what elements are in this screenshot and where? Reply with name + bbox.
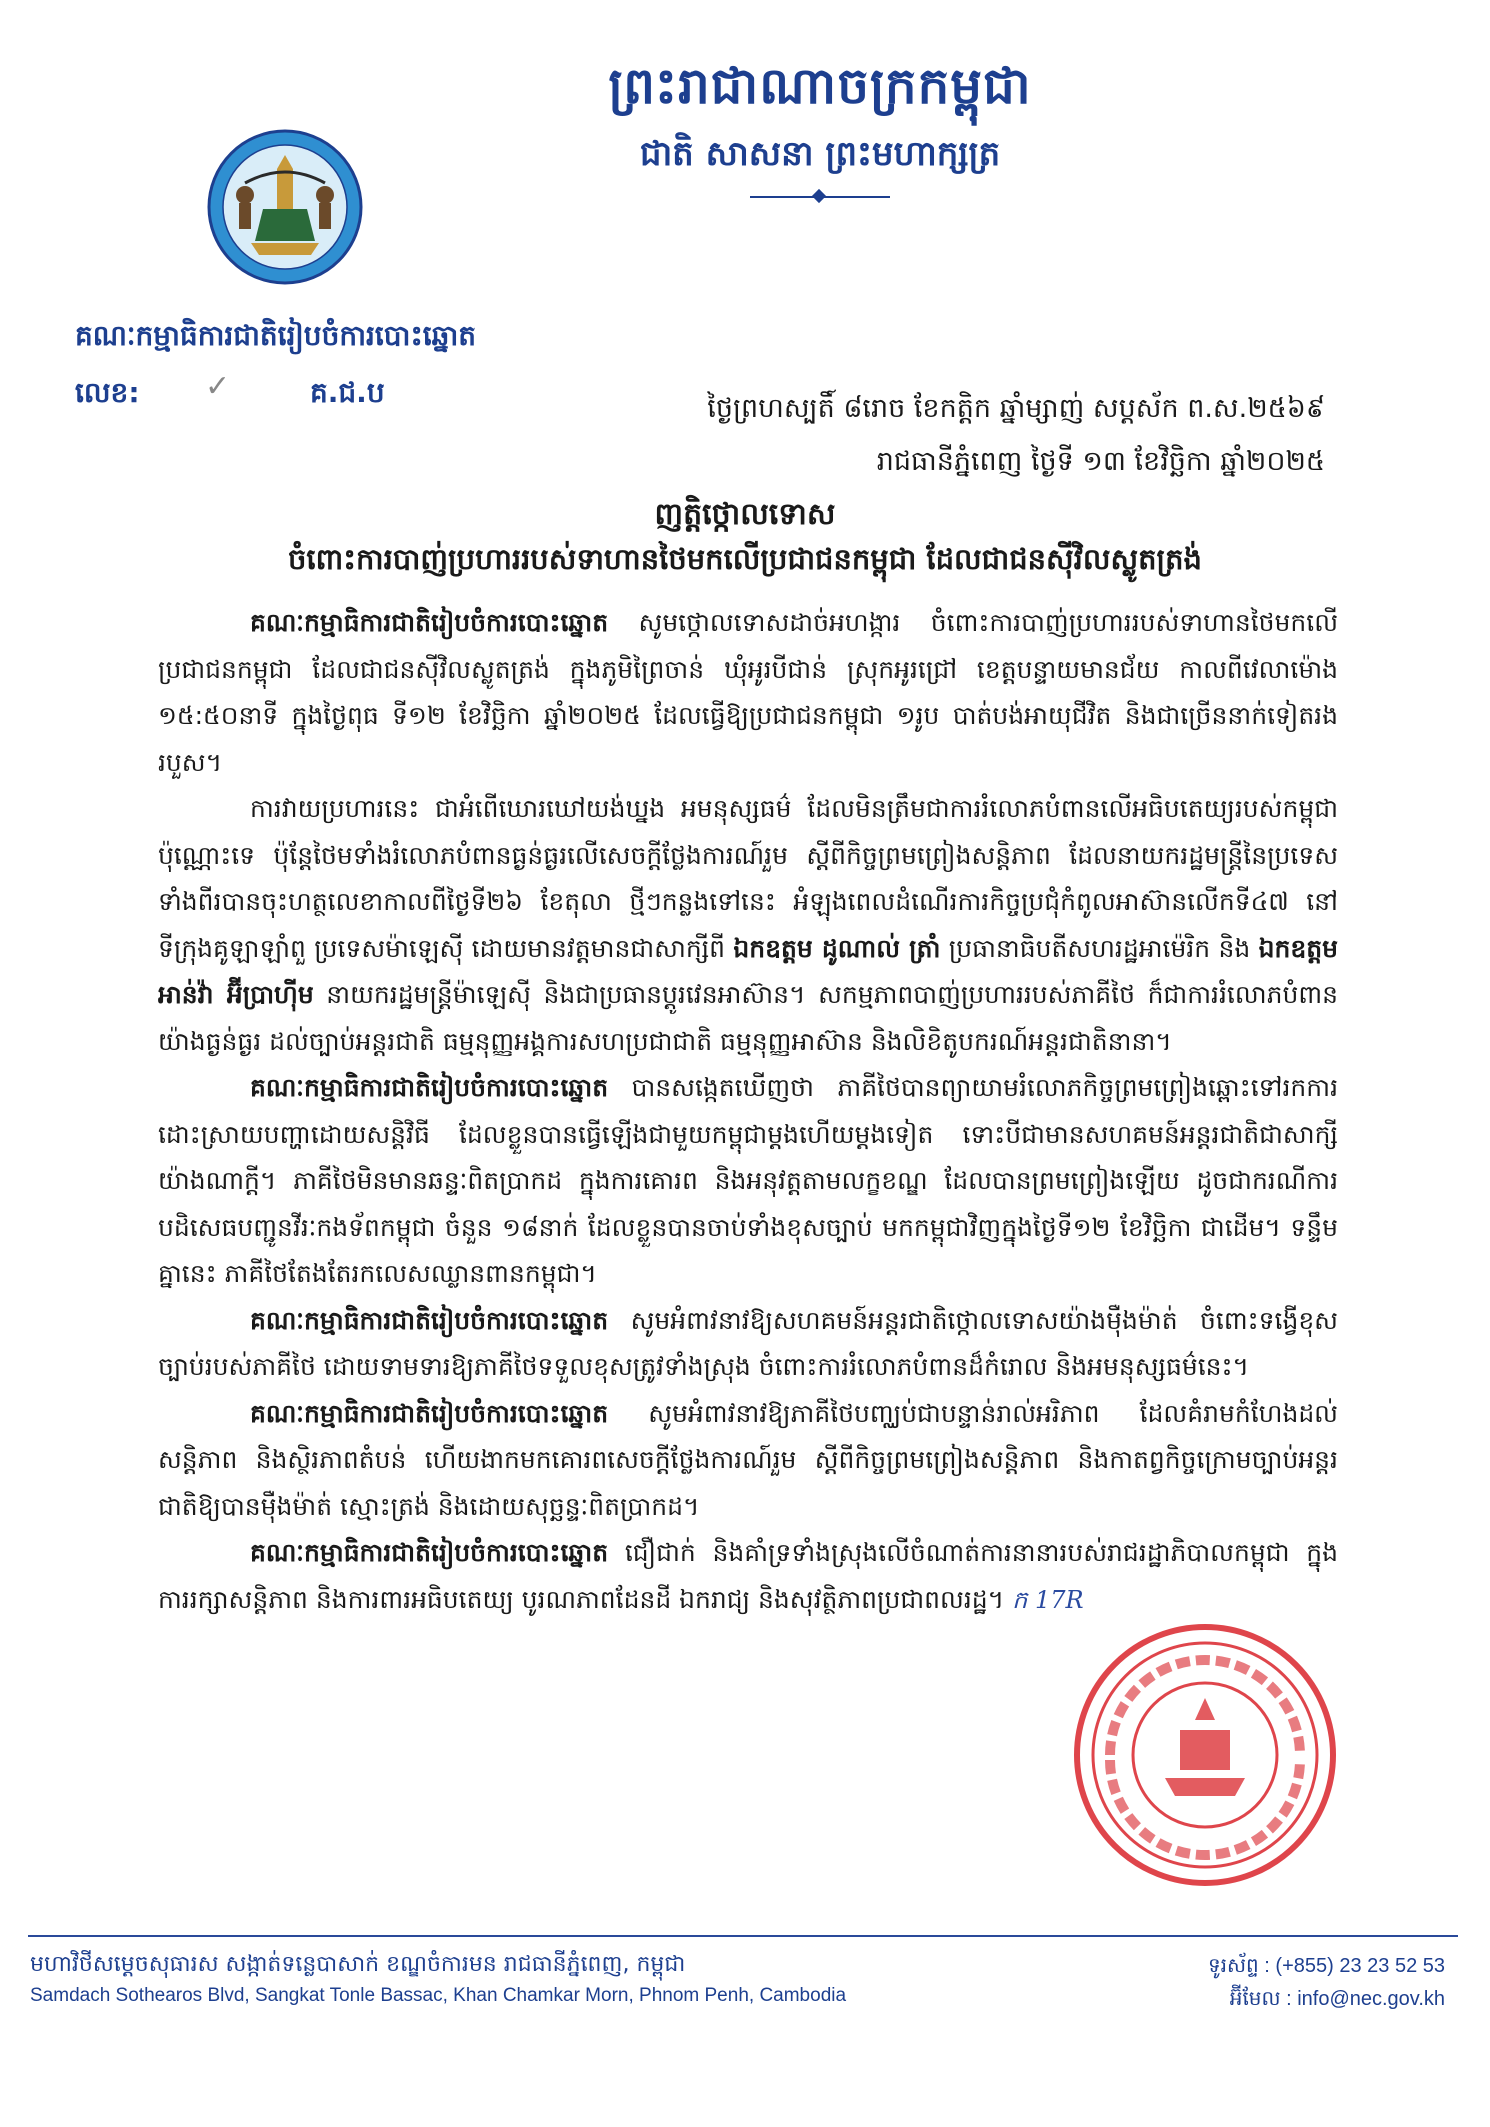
paragraph-text: សូមអំពាវនាវឱ្យភាគីថៃបញ្ឈប់ជាបន្ទាន់រាល់អរិភាព ដែលគំរាមកំហែងដល់សន្តិភាព និងស្ថិរភាពតំបន់ ហើយងាកមកគោរពសេចក្តីថ្លែងការណ៍រួម ស្តីពីកិច្ចព្រមព្រៀងសន្តិភាព និងកាតព្វកិច្ចក្រោមច្បាប់អន្តរជាតិឱ្យបានម៉ឺងម៉ាត់ ស្មោះត្រង់ និងដោយសុច្ឆន្ទៈពិតប្រាកដ។ [158, 1398, 1338, 1521]
check-mark-icon: ✓ [205, 369, 231, 404]
paragraph-text: ការវាយប្រហារនេះ ជាអំពើឃោរឃៅយង់ឃ្នង អមនុស្សធម៌ ដែលមិនត្រឹមជាការរំលោភបំពានលើអធិបតេយ្យរបស់កម្ពុជាប៉ុណ្ណោះទេ ប៉ុន្តែថៃមទាំងរំលោភបំពានធ្ងន់ធ្ងរលើសេចក្តីថ្លែងការណ៍រួម ស្តីពីកិច្ចព្រមព្រៀងសន្តិភាព ដែលនាយករដ្ឋមន្ត្រីនៃប្រទេសទាំងពីរបានចុះហត្ថលេខាកាលពីថ្ងៃទី២៦ ខែតុលា ថ្មីៗកន្លងទៅនេះ អំឡុងពេលដំណើរការកិច្ចប្រជុំកំពូលអាស៊ានលើកទី៤៧ នៅទីក្រុងគូឡាឡាំពួ ប្រទេសម៉ាឡេស៊ី ដោយមានវត្តមានជាសាក្សីពី [158, 794, 1338, 963]
footer-phone: ទូរស័ព្ទ : (+855) 23 23 52 53 [1207, 1955, 1445, 1977]
ref-code: គ.ជ.ប [310, 376, 385, 409]
kingdom-title: ព្រះរាជាណាចក្រកម្ពុជា [608, 57, 1032, 115]
footer-divider [28, 1935, 1458, 1937]
paragraph-5 [158, 1391, 1338, 1531]
letter-body [158, 600, 1338, 1623]
paragraph-2 [158, 786, 1338, 1065]
org-mention: គណៈកម្មាធិការជាតិរៀបចំការបោះឆ្នោត [250, 1305, 609, 1335]
kingdom-motto: ជាតិ សាសនា ព្រះមហាក្សត្រ [639, 134, 1001, 174]
lunar-date: ថ្ងៃព្រហស្បតិ៍ ៨រោច ខែកត្តិក ឆ្នាំម្សាញ់ សប្តស័ក ព.ស.២៥៦៩ [707, 393, 1325, 424]
ornament-divider [750, 190, 890, 204]
kingdom-header [560, 55, 1080, 204]
paragraph-1 [158, 600, 1338, 786]
document-title: ញត្តិថ្កោលទោស [654, 497, 836, 532]
org-mention: គណៈកម្មាធិការជាតិរៀបចំការបោះឆ្នោត [250, 1073, 609, 1102]
handwritten-initials: ក​ 17R [1012, 1585, 1084, 1614]
paragraph-text: សូមថ្កោលទោសដាច់អហង្ការ ចំពោះការបាញ់ប្រហាររបស់ទាហានថៃមកលើប្រជាជនកម្ពុជា ដែលជាជនស៊ីវិលស្លូតត្រង់ ក្នុងភូមិព្រៃចាន់ ឃុំអូរបីជាន់ ស្រុកអូរជ្រៅ ខេត្តបន្ទាយមានជ័យ កាលពីវេលាម៉ោង ១៥:៥០នាទី ក្នុងថ្ងៃពុធ ទី១២ ខែវិច្ឆិកា ឆ្នាំ២០២៥ ដែលធ្វើឱ្យប្រជាជនកម្ពុជា ១រូប បាត់បង់អាយុជីវិត និងជាច្រើននាក់ទៀតរងរបួស។ [158, 608, 1338, 777]
org-mention: គណៈកម្មាធិការជាតិរៀបចំការបោះឆ្នោត [250, 1398, 609, 1428]
org-mention: គណៈកម្មាធិការជាតិរៀបចំការបោះឆ្នោត [250, 1538, 609, 1567]
organization-name: គណៈកម្មាធិការជាតិរៀបចំការបោះឆ្នោត [75, 319, 477, 352]
name-anwar: ឯកឧត្តម អាន់វ៉ា អ៊ីប្រាហ៊ីម [158, 933, 1338, 1009]
paragraph-text: បានសង្កេតឃើញថា ភាគីថៃបានព្យាយាមរំលោភកិច្ចព្រមព្រៀងឆ្ពោះទៅរកការដោះស្រាយបញ្ហាដោយសន្តិវិធី ដែលខ្លួនបានធ្វើឡើងជាមួយកម្ពុជាម្តងហើយម្តងទៀត ទោះបីជាមានសហគមន៍អន្តរជាតិជាសាក្សីយ៉ាងណាក្តី។ ភាគីថៃមិនមានឆន្ទៈពិតប្រាកដ ក្នុងការគោរព និងអនុវត្តតាមលក្ខខណ្ឌ ដែលបានព្រមព្រៀងឡើយ ដូចជាករណីការបដិសេធបញ្ជូនវីរៈកងទ័ពកម្ពុជា ចំនួន ១៨នាក់ ដែលខ្លួនបានចាប់ទាំងខុសច្បាប់ មកកម្ពុជាវិញក្នុងថ្ងៃទី១២ ខែវិច្ឆិកា ជាដើម។ ទន្ទឹមគ្នានេះ ភាគីថៃតែងតែរកលេសឈ្លានពានកម្ពុជា។ [158, 1073, 1338, 1288]
paragraph-4 [158, 1298, 1338, 1391]
official-seal-icon [1070, 1620, 1340, 1890]
paragraph-text: សូមអំពាវនាវឱ្យសហគមន៍អន្តរជាតិថ្កោលទោសយ៉ាងម៉ឺងម៉ាត់ ចំពោះទង្វើខុសច្បាប់របស់ភាគីថៃ ដោយទាមទារឱ្យភាគីថៃទទួលខុសត្រូវទាំងស្រុង ចំពោះការរំលោភបំពានដ៏កំរោល និងអមនុស្សធម៌នេះ។ [158, 1305, 1338, 1381]
org-mention: គណៈកម្មាធិការជាតិរៀបចំការបោះឆ្នោត [250, 608, 609, 637]
name-trump: ឯកឧត្តម ដូណាល់ ត្រាំ [733, 933, 941, 963]
paragraph-text: ប្រធានាធិបតីសហរដ្ឋអាម៉េរិក និង [940, 933, 1259, 963]
reference-line [75, 369, 385, 416]
paragraph-6 [158, 1530, 1338, 1623]
footer-address-en: Samdach Sothearos Blvd, Sangkat Tonle Bassac, Khan Chamkar Morn, Phnom Penh, Cambodia [30, 1985, 847, 2006]
footer-email: អ៊ីមែល : info@nec.gov.kh [1229, 1988, 1445, 2010]
paragraph-3 [158, 1065, 1338, 1298]
document-subtitle: ចំពោះការបាញ់ប្រហាររបស់ទាហានថៃមកលើប្រជាជនកម្ពុជា ដែលជាជនស៊ីវិលស្លូតត្រង់ [288, 542, 1202, 576]
ref-label: លេខ: [75, 376, 140, 409]
solar-date: រាជធានីភ្នំពេញ ថ្ងៃទី ១៣ ខែវិច្ឆិកា ឆ្នាំ២០២៥ [876, 446, 1325, 477]
nec-emblem-icon [205, 125, 365, 295]
footer-address-kh: មហាវិថីសម្តេចសុធារស សង្កាត់ទន្លេបាសាក់ ខណ្ឌចំការមន រាជធានីភ្នំពេញ, កម្ពុជា [30, 1952, 686, 1977]
paragraph-text: នាយករដ្ឋមន្ត្រីម៉ាឡេស៊ី និងជាប្រធានប្តូរវេនអាស៊ាន។ សកម្មភាពបាញ់ប្រហាររបស់ភាគីថៃ ក៏ជាការរំលោភបំពានយ៉ាងធ្ងន់ធ្ងរ ដល់ច្បាប់អន្តរជាតិ ធម្មនុញ្ញអង្គការសហប្រជាជាតិ ធម្មនុញ្ញអាស៊ាន និងលិខិតូបករណ៍អន្តរជាតិនានា។ [158, 980, 1338, 1056]
paragraph-text: ជឿជាក់ និងគាំទ្រទាំងស្រុងលើចំណាត់ការនានារបស់រាជរដ្ឋាភិបាលកម្ពុជា ក្នុងការរក្សាសន្តិភាព និងការពារអធិបតេយ្យ បូរណភាពដែនដី ឯករាជ្យ និងសុវត្ថិភាពប្រជាពលរដ្ឋ។ [158, 1538, 1338, 1614]
